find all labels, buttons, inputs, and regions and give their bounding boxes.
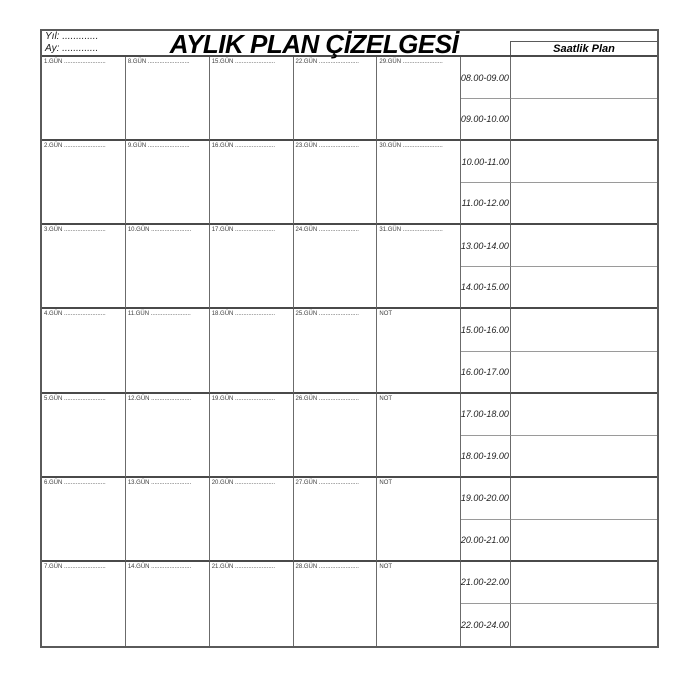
hourly-plan-cell <box>511 141 657 183</box>
note-cell-label: NOT <box>379 479 393 486</box>
day-cell-label: 27.GÜN ........................ <box>295 479 359 486</box>
day-cell-label: 22.GÜN ........................ <box>295 59 359 65</box>
day-cell-label: 14.GÜN ........................ <box>127 563 192 570</box>
day-grid <box>42 57 461 646</box>
day-cell-label: 16.GÜN ........................ <box>211 143 276 150</box>
hourly-plan-cell <box>511 225 657 267</box>
day-cell-label: 23.GÜN ........................ <box>295 143 359 150</box>
page-title: AYLIK PLAN ÇİZELGESİ <box>169 29 459 59</box>
note-cell <box>377 309 461 393</box>
day-cell-label: 24.GÜN ........................ <box>295 227 359 234</box>
day-cell <box>210 141 294 225</box>
hourly-plan-cell <box>511 183 657 225</box>
day-cell <box>126 225 210 309</box>
note-cell-label: NOT <box>379 395 393 402</box>
day-cell <box>210 57 294 141</box>
day-cell <box>210 478 294 562</box>
day-cell <box>42 309 126 393</box>
time-slot-label: 11.00-12.00 <box>461 198 509 209</box>
day-cell-label: 21.GÜN ........................ <box>211 563 276 570</box>
time-slot-cell <box>461 99 511 141</box>
day-cell <box>294 225 378 309</box>
hourly-plan-cell <box>511 604 657 646</box>
time-slot-label: 10.00-11.00 <box>461 156 509 167</box>
time-slot-cell <box>461 352 511 394</box>
time-slot-cell <box>461 141 511 183</box>
day-cell <box>294 57 378 141</box>
plan-table <box>40 29 659 648</box>
time-slot-cell <box>461 478 511 520</box>
day-cell-label: 15.GÜN ........................ <box>211 59 276 65</box>
time-slot-cell <box>461 225 511 267</box>
day-cell <box>42 478 126 562</box>
time-slot-cell <box>461 267 511 309</box>
hourly-plan-cell <box>511 436 657 478</box>
day-cell-label: 26.GÜN ........................ <box>295 395 359 402</box>
day-cell <box>126 478 210 562</box>
hourly-plan-cell <box>511 520 657 562</box>
time-slot-label: 14.00-15.00 <box>461 282 509 293</box>
day-cell-label: 1.GÜN ......................... <box>44 59 106 65</box>
day-cell-label: 19.GÜN ........................ <box>211 395 276 402</box>
time-slot-cell <box>461 520 511 562</box>
time-slot-cell <box>461 57 511 99</box>
hourly-plan-cell <box>511 394 657 436</box>
day-cell <box>42 141 126 225</box>
note-cell <box>377 394 461 478</box>
time-slot-label: 09.00-10.00 <box>461 114 509 125</box>
day-cell <box>210 225 294 309</box>
hourly-plan-cell <box>511 99 657 141</box>
day-cell-label: 5.GÜN ......................... <box>44 395 106 402</box>
time-slot-cell <box>461 394 511 436</box>
time-slot-label: 20.00-21.00 <box>461 534 509 545</box>
time-slot-cell <box>461 309 511 351</box>
hourly-plan-cell <box>511 478 657 520</box>
day-cell-label: 2.GÜN ......................... <box>44 143 106 150</box>
hourly-plan-cell <box>511 309 657 351</box>
note-cell <box>377 478 461 562</box>
day-cell <box>42 57 126 141</box>
day-cell <box>210 562 294 646</box>
time-slot-cell <box>461 604 511 646</box>
day-cell-label: 6.GÜN ......................... <box>44 479 106 486</box>
day-cell-label: 12.GÜN ........................ <box>127 395 192 402</box>
note-cell-label: NOT <box>379 563 393 570</box>
time-slot-label: 13.00-14.00 <box>461 240 509 251</box>
day-cell <box>377 225 461 309</box>
day-cell-label: 10.GÜN ........................ <box>127 227 192 234</box>
time-slot-label: 16.00-17.00 <box>461 366 509 377</box>
day-cell <box>294 394 378 478</box>
day-cell <box>126 57 210 141</box>
time-slot-label: 17.00-18.00 <box>461 409 509 420</box>
month-field: Ay: ............. <box>45 43 99 54</box>
day-cell-label: 25.GÜN ........................ <box>295 311 359 318</box>
hourly-plan-cell <box>511 352 657 394</box>
day-cell <box>294 141 378 225</box>
day-cell <box>42 225 126 309</box>
day-cell <box>210 309 294 393</box>
hourly-plan-cell <box>511 267 657 309</box>
note-cell-label: NOT <box>379 311 393 318</box>
day-cell-label: 29.GÜN ........................ <box>379 59 443 65</box>
day-cell <box>377 141 461 225</box>
time-slot-label: 08.00-09.00 <box>461 72 509 83</box>
time-slot-label: 19.00-20.00 <box>461 493 509 504</box>
note-cell <box>377 562 461 646</box>
hourly-plan-cell <box>511 57 657 99</box>
day-cell-label: 8.GÜN ......................... <box>127 59 190 65</box>
table-body <box>42 57 657 646</box>
time-slot-cell <box>461 436 511 478</box>
day-cell-label: 28.GÜN ........................ <box>295 563 359 570</box>
time-column <box>461 57 511 646</box>
day-cell-label: 4.GÜN ......................... <box>44 311 106 318</box>
day-cell-label: 13.GÜN ........................ <box>127 479 192 486</box>
day-cell <box>210 394 294 478</box>
day-cell-label: 18.GÜN ........................ <box>211 311 276 318</box>
table-header <box>42 31 657 57</box>
day-cell <box>294 309 378 393</box>
day-cell-label: 30.GÜN ........................ <box>379 143 443 150</box>
day-cell <box>126 141 210 225</box>
day-cell-label: 9.GÜN ......................... <box>127 143 190 150</box>
time-slot-cell <box>461 183 511 225</box>
day-cell <box>126 562 210 646</box>
day-cell <box>126 309 210 393</box>
hourly-plan-header: Saatlik Plan <box>510 41 657 55</box>
hourly-plan-cell <box>511 562 657 604</box>
day-cell-label: 20.GÜN ........................ <box>211 479 276 486</box>
time-slot-label: 15.00-16.00 <box>461 324 509 335</box>
day-cell <box>126 394 210 478</box>
day-cell-label: 3.GÜN ......................... <box>44 227 106 234</box>
year-field: Yıl: ............. <box>45 31 99 42</box>
time-slot-label: 21.00-22.00 <box>461 577 509 588</box>
day-cell <box>42 562 126 646</box>
time-slot-label: 22.00-24.00 <box>461 619 509 630</box>
time-slot-cell <box>461 562 511 604</box>
day-cell-label: 31.GÜN ........................ <box>379 227 443 234</box>
day-cell <box>294 478 378 562</box>
day-cell <box>377 57 461 141</box>
day-cell <box>294 562 378 646</box>
day-cell-label: 7.GÜN ......................... <box>44 563 106 570</box>
day-cell-label: 11.GÜN ........................ <box>127 311 191 318</box>
time-slot-label: 18.00-19.00 <box>461 450 509 461</box>
day-cell-label: 17.GÜN ........................ <box>211 227 276 234</box>
day-cell <box>42 394 126 478</box>
hourly-plan-column <box>511 57 657 646</box>
